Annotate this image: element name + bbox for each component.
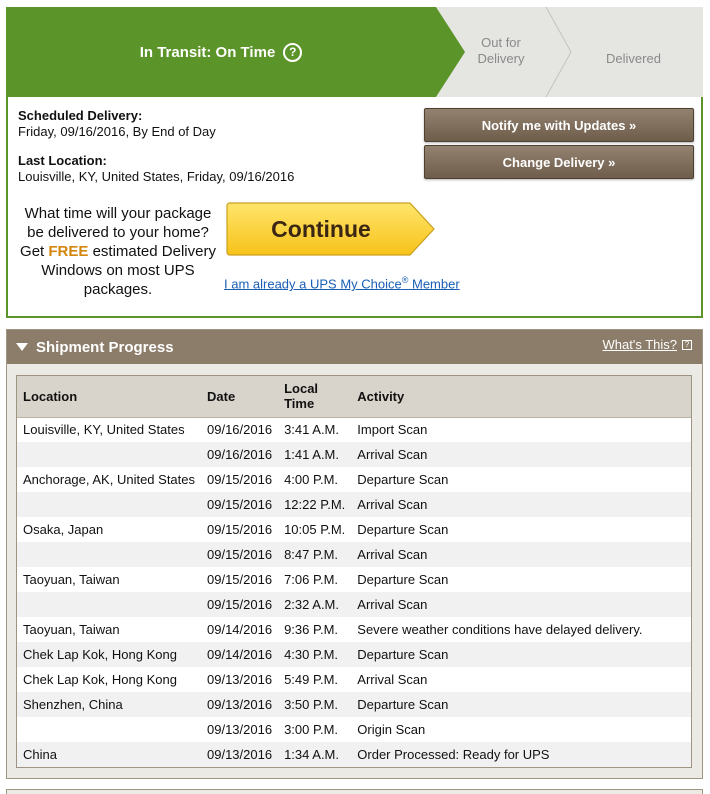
cell-location: Anchorage, AK, United States	[23, 472, 195, 487]
cell-local-time: 8:47 P.M.	[278, 542, 351, 567]
cell-date: 09/15/2016	[201, 592, 278, 617]
cell-date: 09/15/2016	[201, 542, 278, 567]
last-location-label: Last Location:	[18, 153, 107, 168]
step-in-transit	[6, 7, 436, 97]
last-location-value: Louisville, KY, United States, Friday, 09/16/2016	[18, 169, 295, 184]
promo-rest: estimated Delivery Windows on most UPS packages.	[41, 243, 216, 298]
cell-date: 09/14/2016	[207, 622, 273, 637]
member-link-suffix: Member	[408, 276, 460, 292]
promo-question: What time will your package be delivered to your home?	[24, 205, 212, 241]
cell-local-time: 10:05 P.M.	[284, 522, 346, 537]
continue-label: Continue	[271, 215, 371, 242]
step-out-for-delivery	[456, 35, 546, 67]
whats-this-label: What's This?	[602, 337, 677, 352]
help-icon: ?	[682, 340, 692, 350]
cell-location	[17, 492, 201, 517]
cell-activity: Origin Scan	[357, 722, 426, 737]
shipment-progress-label: Shipment Progress	[36, 338, 174, 356]
shipment-rows	[17, 417, 691, 767]
notify-updates-button[interactable]: Notify me with Updates »	[424, 108, 694, 142]
column-local-time: Local Time	[278, 376, 351, 417]
step-out-line-2: Delivery	[477, 51, 525, 66]
table-row	[17, 417, 691, 442]
table-row	[17, 442, 691, 467]
cell-activity: Order Processed: Ready for UPS	[351, 742, 691, 767]
cell-activity: Departure Scan	[351, 642, 691, 667]
cell-activity: Severe weather conditions have delayed delivery.	[357, 622, 643, 637]
member-link-text: I am already a UPS My Choice	[224, 276, 402, 292]
cell-date: 09/15/2016	[207, 572, 273, 587]
table-header-row	[17, 376, 691, 417]
cell-local-time: 1:34 A.M.	[278, 742, 351, 767]
column-activity: Activity	[351, 376, 691, 417]
cell-activity: Departure Scan	[357, 572, 449, 587]
cell-location	[17, 717, 201, 742]
cell-local-time: 9:36 P.M.	[284, 622, 339, 637]
column-location: Location	[17, 376, 201, 417]
cell-local-time: 4:00 P.M.	[284, 472, 339, 487]
collapse-triangle-icon	[16, 343, 28, 351]
registered-mark: ®	[401, 275, 409, 285]
next-panel-edge	[6, 789, 703, 794]
cell-date: 09/13/2016	[201, 742, 278, 767]
continue-button[interactable]	[226, 202, 436, 256]
my-choice-member-link[interactable]	[224, 275, 460, 291]
table-row	[17, 617, 691, 642]
table-row	[17, 542, 691, 567]
change-delivery-button[interactable]: Change Delivery »	[424, 145, 694, 179]
scheduled-delivery-label: Scheduled Delivery:	[18, 108, 143, 123]
cell-local-time: 7:06 P.M.	[284, 572, 339, 587]
cell-date: 09/14/2016	[201, 642, 278, 667]
cell-local-time: 3:00 P.M.	[284, 722, 339, 737]
cell-activity: Arrival Scan	[357, 672, 428, 687]
shipment-table-container	[16, 375, 692, 768]
shipment-table	[17, 376, 691, 767]
cell-date: 09/15/2016	[201, 492, 278, 517]
cell-location: Taoyuan, Taiwan	[23, 622, 120, 637]
shipment-progress-title[interactable]	[16, 330, 174, 364]
table-row	[17, 492, 691, 517]
cell-local-time: 3:50 P.M.	[278, 692, 351, 717]
cell-location: Shenzhen, China	[17, 692, 201, 717]
cell-local-time: 3:41 A.M.	[284, 422, 339, 438]
cell-date: 09/13/2016	[207, 672, 273, 687]
table-row	[17, 467, 691, 492]
cell-location: China	[17, 742, 201, 767]
cell-location	[17, 442, 201, 467]
column-date: Date	[201, 376, 278, 417]
cell-activity: Arrival Scan	[351, 492, 691, 517]
whats-this-link[interactable]	[603, 337, 693, 352]
step-in-transit-label: In Transit: On Time	[139, 43, 276, 61]
table-row	[17, 667, 691, 692]
cell-activity: Arrival Scan	[351, 542, 691, 567]
scheduled-delivery-value: Friday, 09/16/2016, By End of Day	[18, 124, 216, 139]
cell-local-time: 12:22 P.M.	[278, 492, 351, 517]
cell-local-time: 4:30 P.M.	[278, 642, 351, 667]
status-card	[6, 7, 703, 318]
cell-date: 09/13/2016	[207, 722, 273, 737]
cell-activity: Departure Scan	[357, 522, 449, 537]
cell-local-time: 1:41 A.M.	[278, 442, 351, 467]
cell-activity: Departure Scan	[351, 692, 691, 717]
promo-free: FREE	[48, 243, 89, 260]
table-row	[17, 567, 691, 592]
shipment-progress-header[interactable]	[7, 330, 702, 364]
cell-local-time: 2:32 A.M.	[278, 592, 351, 617]
step-out-line-1: Out for	[481, 35, 521, 50]
cell-location: Chek Lap Kok, Hong Kong	[23, 672, 177, 687]
table-row	[17, 742, 691, 767]
cell-activity: Arrival Scan	[351, 442, 691, 467]
my-choice-promo	[18, 204, 218, 299]
shipment-progress-panel	[6, 329, 703, 779]
table-row	[17, 592, 691, 617]
table-row	[17, 642, 691, 667]
help-icon[interactable]: ?	[283, 43, 302, 62]
cell-local-time: 5:49 P.M.	[284, 672, 339, 687]
cell-activity: Departure Scan	[357, 472, 449, 487]
cell-location: Louisville, KY, United States	[23, 422, 185, 438]
cell-date: 09/15/2016	[207, 522, 273, 537]
progress-tracker	[6, 7, 703, 97]
cell-location: Taoyuan, Taiwan	[23, 572, 120, 587]
cell-date: 09/15/2016	[207, 472, 273, 487]
promo-get: Get	[20, 243, 49, 260]
cell-date: 09/13/2016	[201, 692, 278, 717]
cell-date: 09/16/2016	[207, 422, 273, 438]
cell-activity: Arrival Scan	[351, 592, 691, 617]
cell-location: Osaka, Japan	[23, 522, 104, 537]
delivery-details	[18, 108, 418, 184]
table-row	[17, 692, 691, 717]
cell-activity: Import Scan	[357, 422, 428, 438]
step-delivered: Delivered	[606, 51, 661, 66]
table-row	[17, 517, 691, 542]
cell-location: Chek Lap Kok, Hong Kong	[17, 642, 201, 667]
table-row	[17, 717, 691, 742]
cell-location	[17, 592, 201, 617]
cell-location	[17, 542, 201, 567]
cell-date: 09/16/2016	[201, 442, 278, 467]
